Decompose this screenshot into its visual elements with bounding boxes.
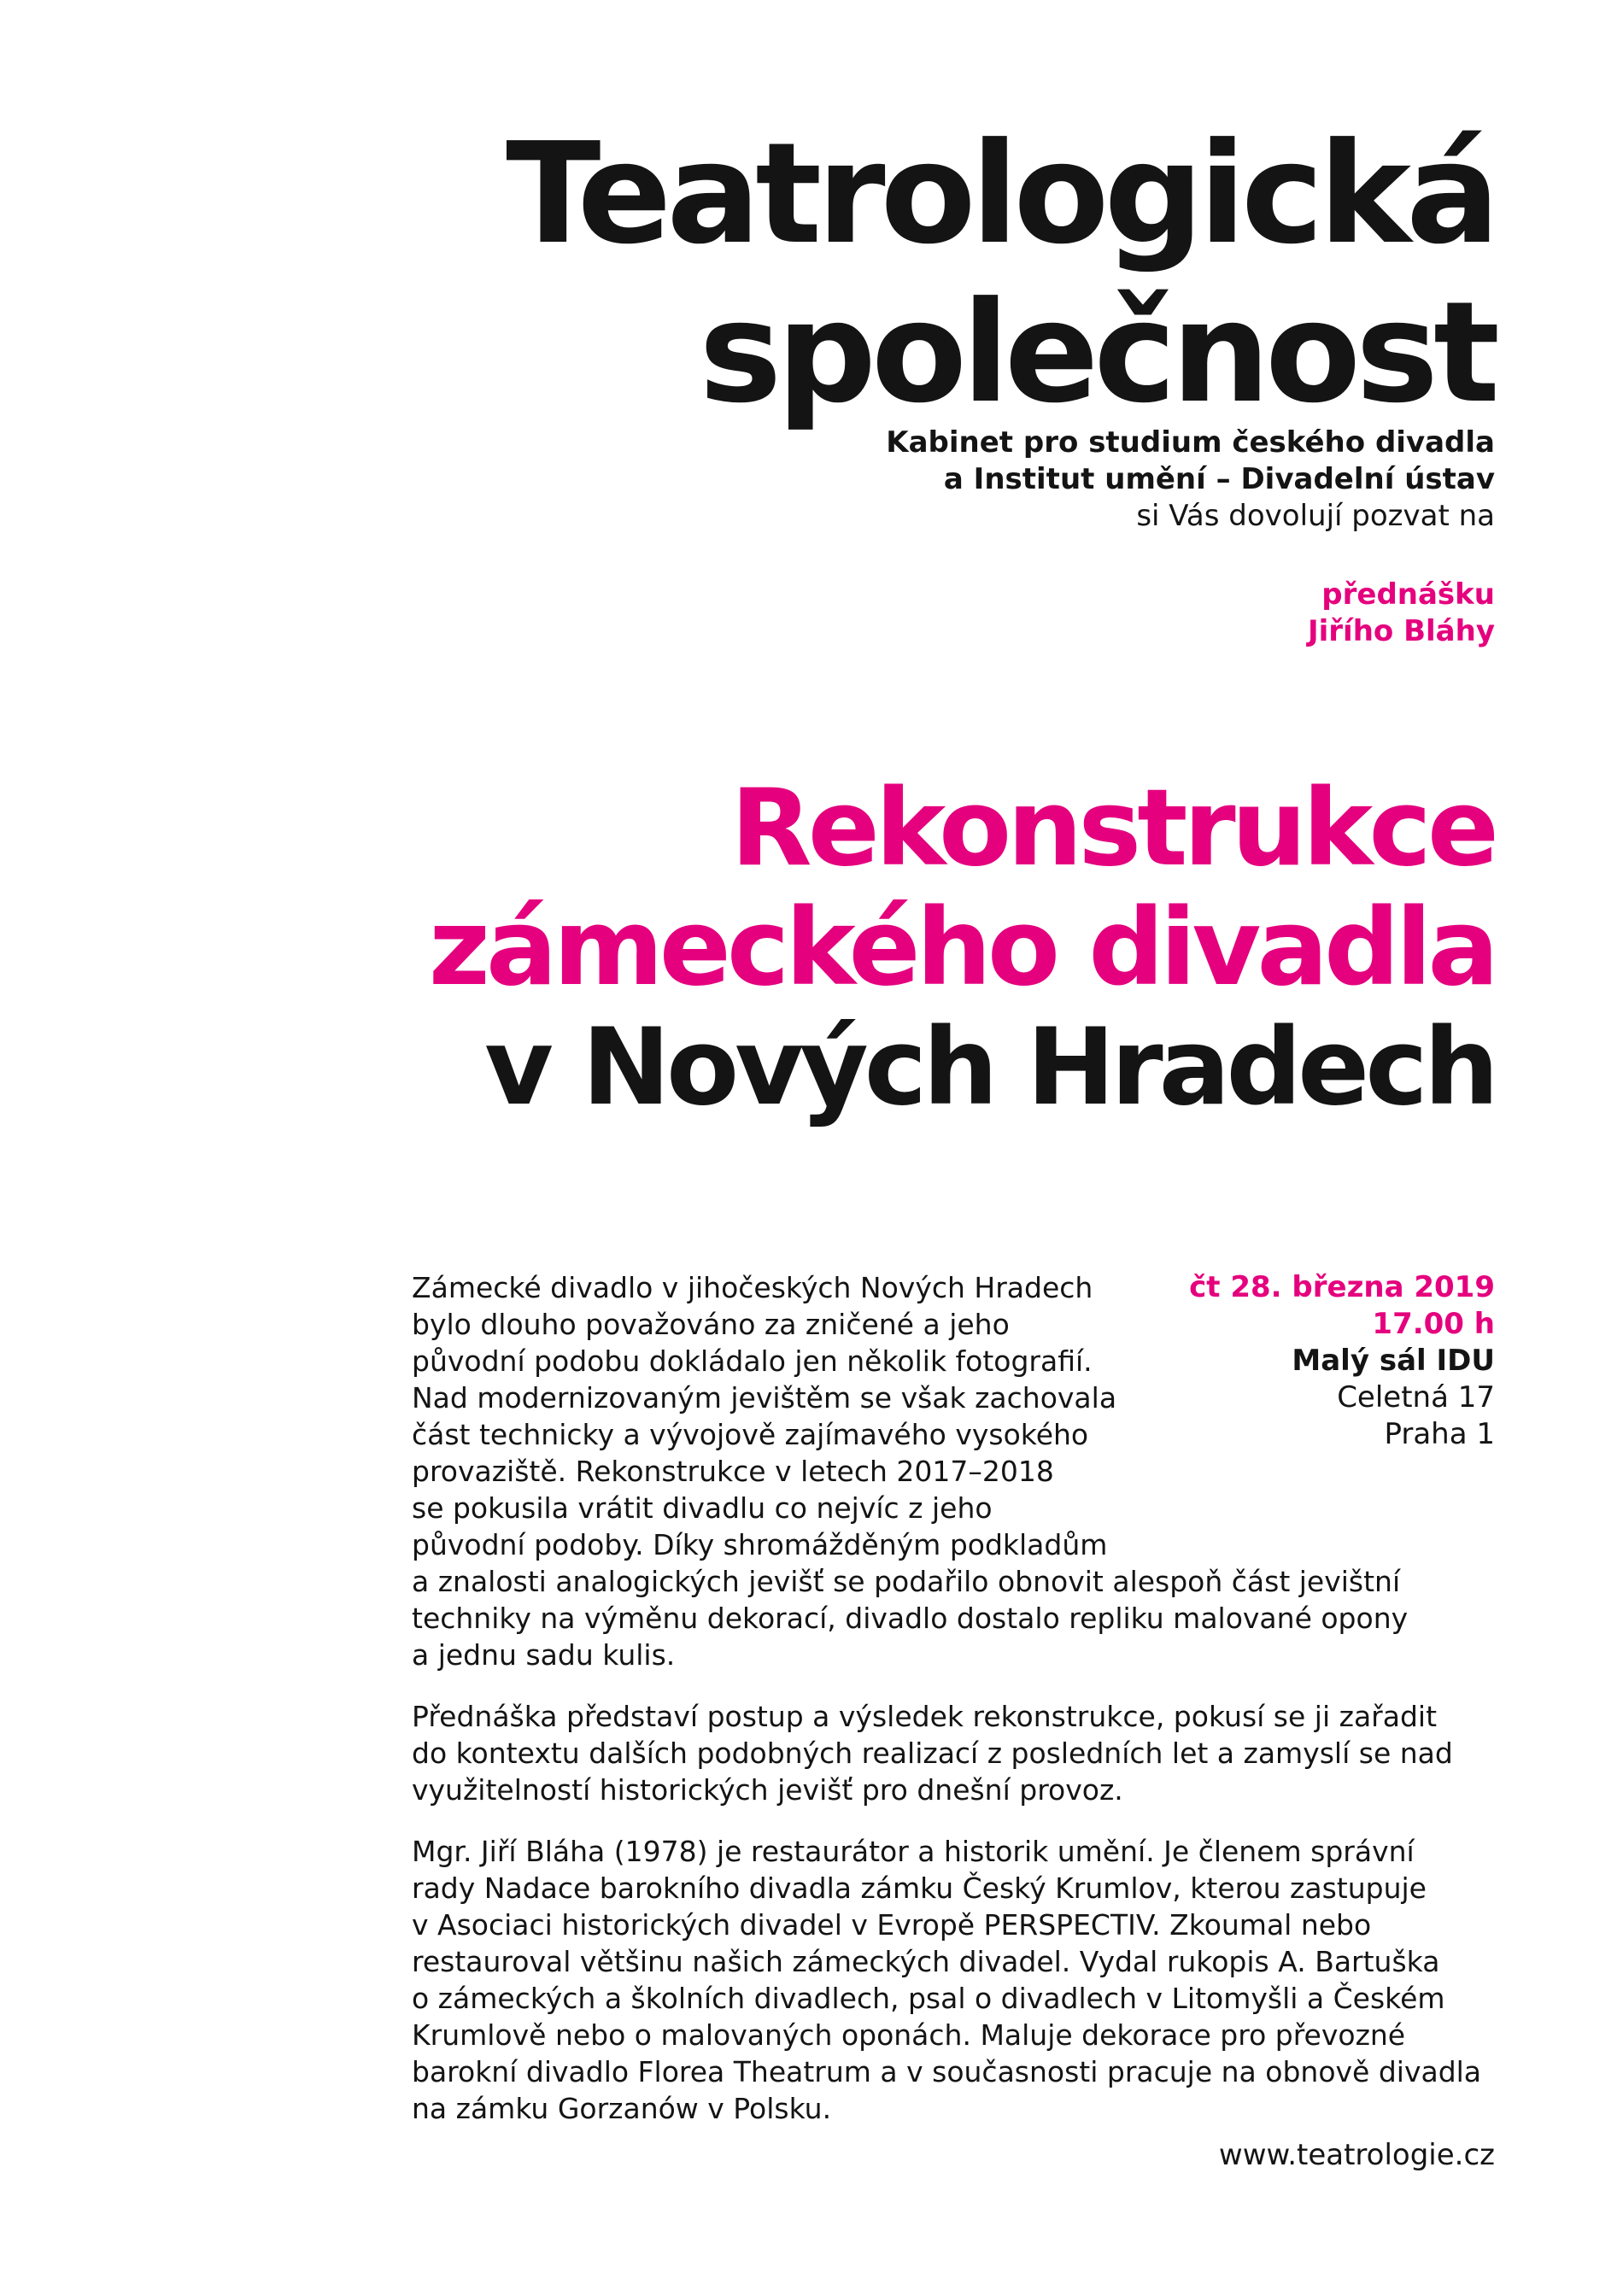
text-line: barokní divadlo Florea Theatrum a v současnosti pracuje na obnově divadla — [412, 2055, 1482, 2088]
event-venue: Malý sál IDU — [1292, 1344, 1495, 1378]
text-line: Mgr. Jiří Bláha (1978) je restaurátor a historik umění. Je členem správní — [412, 1835, 1415, 1868]
text-line: provaziště. Rekonstrukce v letech 2017–2018 — [412, 1455, 1054, 1488]
text-line: využitelností historických jevišť pro dnešní provoz. — [412, 1773, 1123, 1807]
event-details — [1068, 1269, 1495, 1453]
invite-speaker: Jiřího Bláhy — [1307, 614, 1495, 648]
text-line: Přednáška představí postup a výsledek rekonstrukce, pokusí se ji zařadit — [412, 1700, 1438, 1733]
text-line: a jednu sadu kulis. — [412, 1638, 676, 1672]
host-line-2: a Institut umění – Divadelní ústav — [943, 462, 1495, 496]
text-line: Nad modernizovaným jevištěm se však zachovala — [412, 1381, 1117, 1414]
text-line: na zámku Gorzanów v Polsku. — [412, 2092, 832, 2125]
event-date: čt 28. března 2019 — [1189, 1270, 1495, 1304]
lecture-title-line-3: v Nových Hradech — [484, 1006, 1495, 1129]
poster-title-line-1: Teatrologická — [506, 114, 1495, 275]
speaker-bio — [412, 1833, 1505, 2127]
poster-title-line-2: společnost — [699, 272, 1495, 434]
invite-line-1: přednášku — [1321, 577, 1495, 612]
event-city: Praha 1 — [1384, 1417, 1495, 1451]
event-time: 17.00 h — [1372, 1307, 1495, 1341]
host-organizations — [555, 425, 1495, 535]
text-line: rady Nadace barokního divadla zámku Český Krumlov, kterou zastupuje — [412, 1871, 1427, 1905]
text-line: část technicky a vývojově zajímavého vysokého — [412, 1418, 1089, 1451]
host-line-3: si Vás dovolují pozvat na — [1136, 499, 1495, 533]
description-paragraph-2 — [412, 1698, 1505, 1808]
lecture-title-line-1: Rekonstrukce — [730, 767, 1495, 890]
host-line-1: Kabinet pro studium českého divadla — [886, 425, 1495, 460]
text-line: bylo dlouho považováno za zničené a jeho — [412, 1308, 1010, 1341]
lecture-invite — [726, 577, 1495, 650]
lecture-title-line-2: zámeckého divadla — [428, 887, 1495, 1010]
text-line: restauroval většinu našich zámeckých divadel. Vydal rukopis A. Bartuška — [412, 1945, 1440, 1978]
text-line: o zámeckých a školních divadlech, psal o divadlech v Litomyšli a Českém — [412, 1982, 1445, 2015]
text-line: Krumlově nebo o malovaných oponách. Maluje dekorace pro převozné — [412, 2018, 1406, 2052]
text-line: v Asociaci historických divadel v Evropě PERSPECTIV. Zkoumal nebo — [412, 1908, 1372, 1942]
text-line: a znalosti analogických jevišť se podařilo obnovit alespoň část jevištní — [412, 1565, 1401, 1598]
poster-title — [384, 115, 1495, 433]
event-street: Celetná 17 — [1337, 1380, 1495, 1414]
text-line: do kontextu dalších podobných realizací z posledních let a zamyslí se nad — [412, 1737, 1453, 1770]
website-link[interactable]: www.teatrologie.cz — [1218, 2138, 1495, 2172]
text-line: původní podoby. Díky shromážděným podkladům — [412, 1528, 1108, 1561]
text-line: Zámecké divadlo v jihočeských Nových Hradech — [412, 1271, 1093, 1304]
text-line: techniky na výměnu dekorací, divadlo dostalo repliku malované opony — [412, 1602, 1409, 1635]
text-line: původní podobu dokládalo jen několik fotografií. — [412, 1344, 1093, 1378]
lecture-title — [128, 769, 1495, 1128]
text-line: se pokusila vrátit divadlu co nejvíc z jeho — [412, 1491, 993, 1525]
